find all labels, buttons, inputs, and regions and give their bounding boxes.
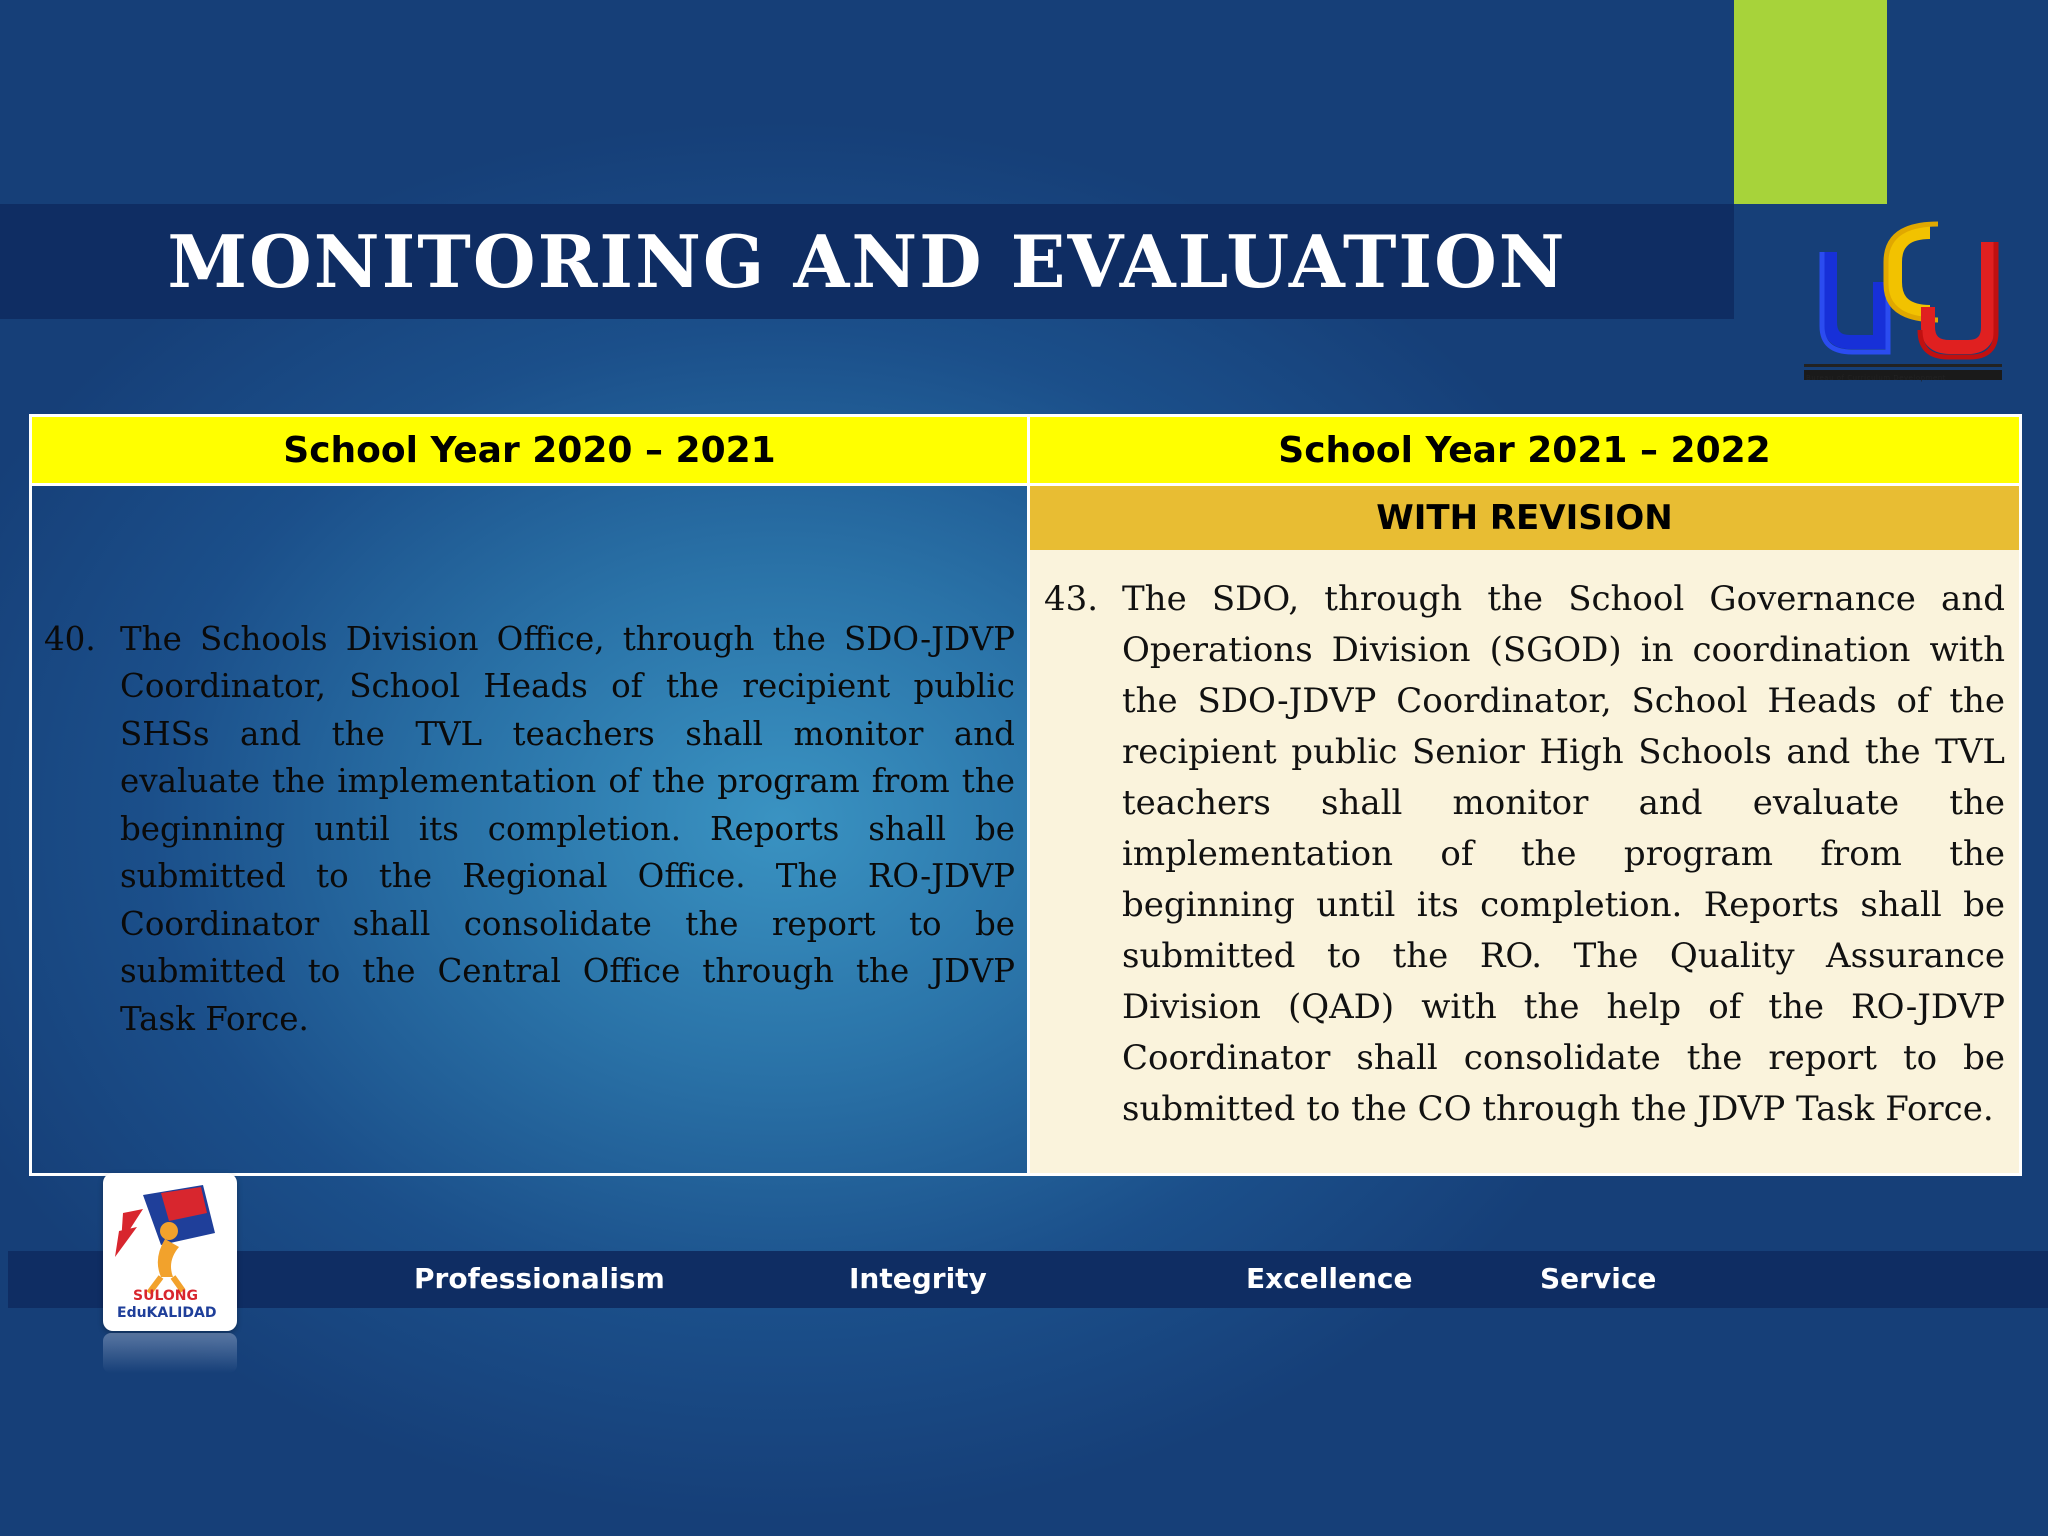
edukalidad-line2: EduKALIDAD [117, 1305, 217, 1321]
green-accent-tab [1734, 0, 1887, 204]
footer-value-excellence: Excellence [1246, 1262, 1413, 1295]
slide-title: MONITORING AND EVALUATION [167, 219, 1567, 304]
left-column-body [32, 486, 1027, 1173]
footer-value-professionalism: Professionalism [414, 1262, 665, 1295]
provision-text: The SDO, through the School Governance and Operations Division (SGOD) in coordination with the SDO-JDVP Coordinator, School Heads of the recipient public Senior High Schools and the TVL teachers shall monitor and evaluate the implementation of the program from the beginning until its completion. Reports shall be submitted to the RO. The Quality Assurance Division (QAD) with the help of the RO-JDVP Coordinator shall consolidate the report to be submitted to the CO through the JDVP Task Force. [1122, 579, 2005, 1129]
header-sy-2021-2022: School Year 2021 – 2022 [1030, 417, 2019, 483]
bcd-logo-icon [1800, 212, 2006, 390]
sulong-edukalidad-logo-icon [103, 1173, 237, 1331]
provision-43 [1044, 574, 2005, 1135]
comparison-table [29, 414, 2022, 1176]
provision-40 [32, 616, 1027, 1044]
provision-number: 43. [1044, 579, 1099, 619]
logo-reflection [103, 1333, 237, 1373]
provision-number: 40. [44, 619, 96, 658]
bcd-logo-caption: Bureau of Curriculum Development [1806, 374, 1946, 382]
edukalidad-line1: SULONG [133, 1288, 198, 1304]
with-revision-label: WITH REVISION [1030, 486, 2019, 550]
provision-text: The Schools Division Office, through the SDO-JDVP Coordinator, School Heads of the recipient public SHSs and the TVL teachers shall monitor and evaluate the implementation of the program from the beginning until its completion. Reports shall be submitted to the Regional Office. The RO-JDVP Coordinator shall consolidate the report to be submitted to the Central Office through the JDVP Task Force. [120, 619, 1015, 1038]
header-sy-2020-2021: School Year 2020 – 2021 [32, 417, 1030, 483]
title-bar [0, 204, 1734, 319]
footer-bar [8, 1251, 2048, 1308]
right-column-body [1030, 550, 2019, 1173]
footer-value-service: Service [1540, 1262, 1657, 1295]
footer-value-integrity: Integrity [849, 1262, 987, 1295]
